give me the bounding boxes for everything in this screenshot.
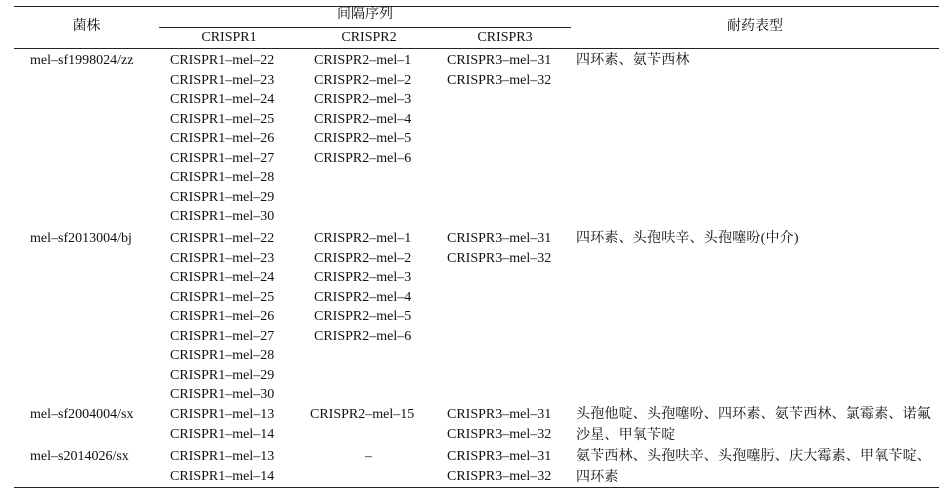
spacer-item: CRISPR2–mel–4 bbox=[314, 111, 412, 127]
crispr2-list bbox=[314, 51, 411, 168]
crispr3-list bbox=[447, 447, 551, 486]
spacer-item: CRISPR2–mel–1 bbox=[314, 53, 412, 68]
spacer-item: CRISPR1–mel–13 bbox=[170, 407, 275, 422]
spacer-item: CRISPR2–mel–1 bbox=[314, 231, 412, 246]
spacer-item: CRISPR1–mel–14 bbox=[170, 426, 275, 442]
spacer-item: CRISPR1–mel–26 bbox=[170, 131, 275, 146]
phenotype-cell: 氨苄西林、头孢呋辛、头孢噻肟、庆大霉素、甲氧苄啶、四环素 bbox=[576, 449, 931, 485]
header-crispr3: CRISPR3 bbox=[477, 30, 533, 45]
spacer-item: CRISPR1–mel–28 bbox=[170, 348, 275, 363]
spacer-item: CRISPR1–mel–22 bbox=[170, 53, 275, 68]
spacer-item: CRISPR3–mel–31 bbox=[447, 231, 552, 246]
spacer-item: CRISPR3–mel–32 bbox=[447, 426, 552, 442]
strain-cell: mel–sf2004004/sx bbox=[30, 407, 134, 422]
spacer-item: CRISPR1–mel–25 bbox=[170, 111, 275, 127]
spacer-item: CRISPR2–mel–5 bbox=[314, 131, 412, 146]
spacer-item: CRISPR3–mel–31 bbox=[447, 449, 552, 464]
crispr3-list bbox=[447, 229, 551, 268]
spacer-item: CRISPR1–mel–13 bbox=[170, 449, 275, 464]
spacer-item: CRISPR1–mel–27 bbox=[170, 328, 275, 344]
phenotype-cell: 头孢他啶、头孢噻吩、四环素、氨苄西林、氯霉素、诺氟沙星、甲氧苄啶 bbox=[576, 407, 931, 443]
spacer-item: CRISPR2–mel–15 bbox=[310, 407, 415, 422]
header-crispr1: CRISPR1 bbox=[201, 30, 257, 45]
crispr1-list bbox=[170, 447, 274, 486]
spacer-item: CRISPR1–mel–14 bbox=[170, 468, 275, 484]
strain-cell: mel–s2014026/sx bbox=[30, 449, 129, 464]
spacer-item: CRISPR1–mel–27 bbox=[170, 150, 275, 166]
spacer-item: CRISPR1–mel–23 bbox=[170, 72, 275, 88]
crispr1-list bbox=[170, 229, 274, 405]
spacer-item: CRISPR2–mel–2 bbox=[314, 250, 412, 266]
phenotype-cell: 四环素、氨苄西林 bbox=[576, 53, 690, 68]
spacer-item: CRISPR2–mel–5 bbox=[314, 309, 412, 324]
spacer-item: CRISPR2–mel–6 bbox=[314, 328, 412, 344]
phenotype-cell: 四环素、头孢呋辛、头孢噻吩(中介) bbox=[576, 231, 799, 246]
spacer-item: CRISPR1–mel–22 bbox=[170, 231, 275, 246]
strain-cell: mel–sf1998024/zz bbox=[30, 53, 134, 68]
spacer-item: CRISPR1–mel–24 bbox=[170, 92, 275, 107]
spacer-item: CRISPR1–mel–28 bbox=[170, 170, 275, 185]
spacer-item: CRISPR2–mel–3 bbox=[314, 270, 412, 285]
table-header-rule bbox=[14, 48, 939, 49]
header-crispr2: CRISPR2 bbox=[341, 30, 397, 45]
header-strain: 菌株 bbox=[72, 19, 101, 34]
header-phenotype: 耐药表型 bbox=[727, 19, 783, 34]
crispr1-list bbox=[170, 405, 274, 444]
crispr3-list bbox=[447, 405, 551, 444]
spacer-item: CRISPR1–mel–25 bbox=[170, 289, 275, 305]
spacer-item: CRISPR1–mel–30 bbox=[170, 387, 275, 402]
crispr2-list bbox=[314, 229, 411, 346]
spacer-item: CRISPR3–mel–31 bbox=[447, 53, 552, 68]
spacer-item: CRISPR1–mel–23 bbox=[170, 250, 275, 266]
spacer-item: CRISPR1–mel–29 bbox=[170, 367, 275, 383]
spacer-item: CRISPR3–mel–32 bbox=[447, 72, 552, 88]
spacer-item: CRISPR2–mel–3 bbox=[314, 92, 412, 107]
spacer-item: CRISPR2–mel–4 bbox=[314, 289, 412, 305]
spacer-item: CRISPR1–mel–26 bbox=[170, 309, 275, 324]
spacer-item: CRISPR2–mel–2 bbox=[314, 72, 412, 88]
crispr3-list bbox=[447, 51, 551, 90]
spacer-item: CRISPR1–mel–30 bbox=[170, 209, 275, 224]
crispr2-list bbox=[365, 447, 372, 467]
spacer-item: – bbox=[365, 449, 372, 464]
spacer-item: CRISPR3–mel–31 bbox=[447, 407, 552, 422]
spacer-item: CRISPR3–mel–32 bbox=[447, 468, 552, 484]
spacer-item: CRISPR1–mel–24 bbox=[170, 270, 275, 285]
crispr1-list bbox=[170, 51, 274, 227]
header-spacer-group: 间隔序列 bbox=[337, 7, 393, 22]
spacer-item: CRISPR1–mel–29 bbox=[170, 189, 275, 205]
spacer-item: CRISPR2–mel–6 bbox=[314, 150, 412, 166]
spacer-item: CRISPR3–mel–32 bbox=[447, 250, 552, 266]
strain-cell: mel–sf2013004/bj bbox=[30, 231, 132, 246]
crispr2-list bbox=[310, 405, 414, 425]
